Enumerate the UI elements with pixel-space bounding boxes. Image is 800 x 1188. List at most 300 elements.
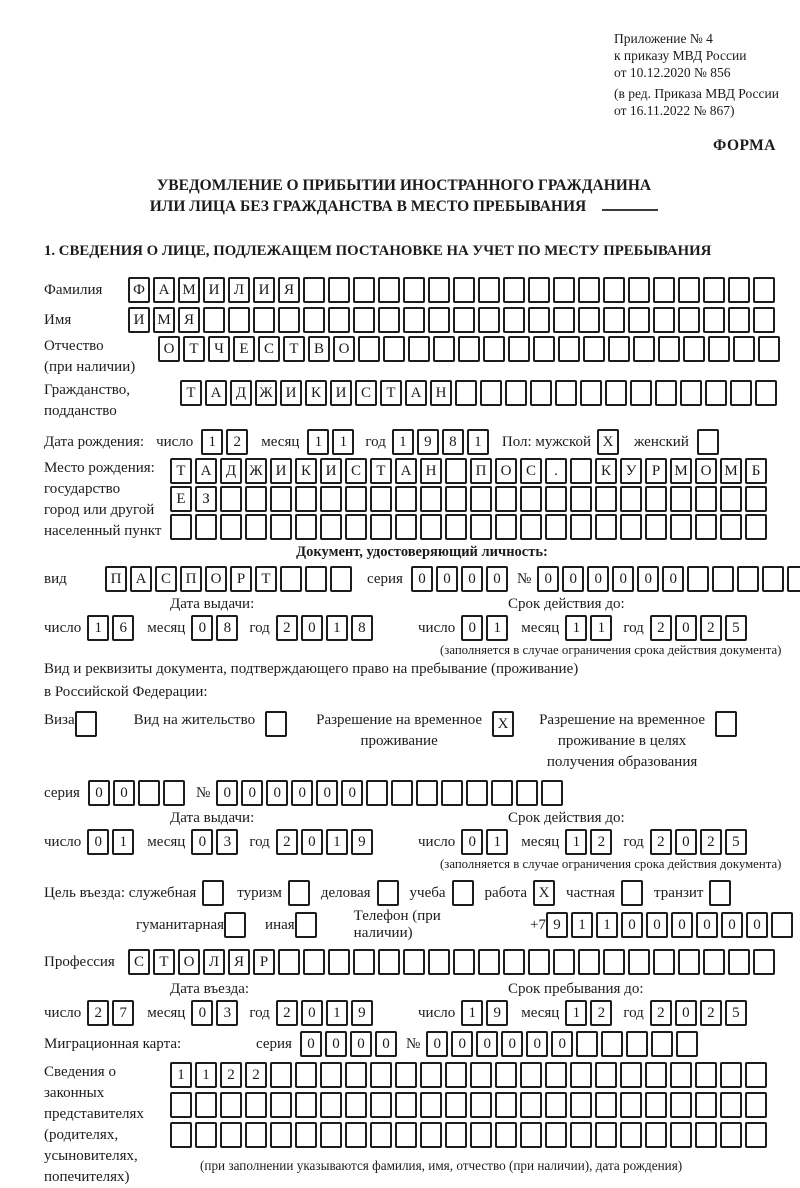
char-cell[interactable]: [428, 277, 450, 303]
char-cell[interactable]: [728, 277, 750, 303]
checkbox-cell[interactable]: [295, 912, 317, 938]
char-cell[interactable]: [683, 336, 705, 362]
char-cell[interactable]: 2: [700, 1000, 722, 1026]
char-cell[interactable]: 1: [307, 429, 329, 455]
char-cell[interactable]: [433, 336, 455, 362]
char-cell[interactable]: [403, 277, 425, 303]
char-cell[interactable]: [753, 277, 775, 303]
char-cell[interactable]: [628, 307, 650, 333]
char-cell[interactable]: [278, 307, 300, 333]
char-cell[interactable]: [762, 566, 784, 592]
char-cell[interactable]: 0: [675, 615, 697, 641]
char-cell[interactable]: 1: [87, 615, 109, 641]
char-cell[interactable]: М: [670, 458, 692, 484]
char-cell[interactable]: [676, 1031, 698, 1057]
char-cell[interactable]: 0: [675, 1000, 697, 1026]
char-cell[interactable]: [605, 380, 627, 406]
char-cell[interactable]: 1: [486, 615, 508, 641]
char-cell[interactable]: 1: [326, 615, 348, 641]
char-cell[interactable]: [170, 514, 192, 540]
char-cell[interactable]: 1: [461, 1000, 483, 1026]
checkbox-cell[interactable]: [288, 880, 310, 906]
char-cell[interactable]: [195, 1122, 217, 1148]
char-cell[interactable]: С: [355, 380, 377, 406]
char-cell[interactable]: 0: [301, 829, 323, 855]
char-cell[interactable]: [670, 514, 692, 540]
char-cell[interactable]: 0: [325, 1031, 347, 1057]
char-cell[interactable]: [570, 1122, 592, 1148]
char-cell[interactable]: [466, 780, 488, 806]
char-cell[interactable]: [645, 486, 667, 512]
char-cell[interactable]: [305, 566, 327, 592]
char-cell[interactable]: [445, 1122, 467, 1148]
char-cell[interactable]: 0: [537, 566, 559, 592]
char-cell[interactable]: П: [470, 458, 492, 484]
char-cell[interactable]: М: [178, 277, 200, 303]
char-cell[interactable]: [508, 336, 530, 362]
char-cell[interactable]: [420, 486, 442, 512]
char-cell[interactable]: 0: [316, 780, 338, 806]
char-cell[interactable]: [578, 277, 600, 303]
char-cell[interactable]: [395, 486, 417, 512]
char-cell[interactable]: О: [205, 566, 227, 592]
char-cell[interactable]: 1: [486, 829, 508, 855]
char-cell[interactable]: К: [295, 458, 317, 484]
char-cell[interactable]: [653, 307, 675, 333]
char-cell[interactable]: [678, 277, 700, 303]
char-cell[interactable]: 2: [590, 1000, 612, 1026]
char-cell[interactable]: [220, 514, 242, 540]
char-cell[interactable]: [378, 307, 400, 333]
char-cell[interactable]: 2: [700, 829, 722, 855]
char-cell[interactable]: [653, 277, 675, 303]
char-cell[interactable]: [320, 514, 342, 540]
char-cell[interactable]: [620, 1122, 642, 1148]
char-cell[interactable]: [687, 566, 709, 592]
char-cell[interactable]: [720, 486, 742, 512]
char-cell[interactable]: О: [158, 336, 180, 362]
char-cell[interactable]: [270, 1092, 292, 1118]
char-cell[interactable]: [545, 1092, 567, 1118]
char-cell[interactable]: А: [130, 566, 152, 592]
char-cell[interactable]: [295, 1092, 317, 1118]
char-cell[interactable]: Т: [180, 380, 202, 406]
char-cell[interactable]: [445, 486, 467, 512]
char-cell[interactable]: 0: [526, 1031, 548, 1057]
char-cell[interactable]: [570, 458, 592, 484]
char-cell[interactable]: [416, 780, 438, 806]
char-cell[interactable]: [495, 1122, 517, 1148]
char-cell[interactable]: [620, 514, 642, 540]
char-cell[interactable]: [378, 277, 400, 303]
char-cell[interactable]: [303, 307, 325, 333]
char-cell[interactable]: О: [695, 458, 717, 484]
char-cell[interactable]: 1: [467, 429, 489, 455]
char-cell[interactable]: [453, 277, 475, 303]
char-cell[interactable]: [503, 277, 525, 303]
char-cell[interactable]: Т: [170, 458, 192, 484]
char-cell[interactable]: [253, 307, 275, 333]
char-cell[interactable]: [680, 380, 702, 406]
char-cell[interactable]: 0: [612, 566, 634, 592]
char-cell[interactable]: [163, 780, 185, 806]
char-cell[interactable]: [626, 1031, 648, 1057]
char-cell[interactable]: 1: [565, 829, 587, 855]
char-cell[interactable]: [420, 514, 442, 540]
char-cell[interactable]: 0: [501, 1031, 523, 1057]
char-cell[interactable]: 1: [170, 1062, 192, 1088]
char-cell[interactable]: [195, 1092, 217, 1118]
char-cell[interactable]: 2: [226, 429, 248, 455]
char-cell[interactable]: [320, 1062, 342, 1088]
char-cell[interactable]: И: [128, 307, 150, 333]
char-cell[interactable]: [658, 336, 680, 362]
char-cell[interactable]: [428, 307, 450, 333]
char-cell[interactable]: [620, 486, 642, 512]
char-cell[interactable]: [603, 949, 625, 975]
char-cell[interactable]: [395, 1062, 417, 1088]
char-cell[interactable]: [583, 336, 605, 362]
char-cell[interactable]: [441, 780, 463, 806]
char-cell[interactable]: [353, 307, 375, 333]
char-cell[interactable]: 8: [351, 615, 373, 641]
char-cell[interactable]: [595, 1062, 617, 1088]
char-cell[interactable]: А: [195, 458, 217, 484]
char-cell[interactable]: [370, 514, 392, 540]
char-cell[interactable]: Л: [203, 949, 225, 975]
char-cell[interactable]: [330, 566, 352, 592]
char-cell[interactable]: 0: [266, 780, 288, 806]
char-cell[interactable]: А: [153, 277, 175, 303]
char-cell[interactable]: [378, 949, 400, 975]
char-cell[interactable]: [541, 780, 563, 806]
char-cell[interactable]: [328, 277, 350, 303]
char-cell[interactable]: Р: [645, 458, 667, 484]
char-cell[interactable]: И: [203, 277, 225, 303]
char-cell[interactable]: К: [595, 458, 617, 484]
char-cell[interactable]: [528, 949, 550, 975]
char-cell[interactable]: [720, 514, 742, 540]
char-cell[interactable]: [695, 1122, 717, 1148]
char-cell[interactable]: [570, 486, 592, 512]
char-cell[interactable]: [678, 949, 700, 975]
char-cell[interactable]: И: [330, 380, 352, 406]
char-cell[interactable]: [478, 277, 500, 303]
char-cell[interactable]: 0: [241, 780, 263, 806]
char-cell[interactable]: [670, 1122, 692, 1148]
char-cell[interactable]: Н: [420, 458, 442, 484]
char-cell[interactable]: [345, 1062, 367, 1088]
char-cell[interactable]: [553, 277, 575, 303]
char-cell[interactable]: 7: [112, 1000, 134, 1026]
char-cell[interactable]: О: [495, 458, 517, 484]
char-cell[interactable]: [470, 1092, 492, 1118]
char-cell[interactable]: 8: [442, 429, 464, 455]
char-cell[interactable]: 9: [486, 1000, 508, 1026]
char-cell[interactable]: 0: [291, 780, 313, 806]
checkbox-cell[interactable]: [697, 429, 719, 455]
char-cell[interactable]: 0: [411, 566, 433, 592]
checkbox-cell[interactable]: X: [597, 429, 619, 455]
char-cell[interactable]: [170, 1122, 192, 1148]
char-cell[interactable]: [470, 1062, 492, 1088]
char-cell[interactable]: 2: [87, 1000, 109, 1026]
char-cell[interactable]: 1: [201, 429, 223, 455]
char-cell[interactable]: [545, 514, 567, 540]
char-cell[interactable]: 1: [565, 615, 587, 641]
char-cell[interactable]: [445, 1062, 467, 1088]
char-cell[interactable]: Р: [253, 949, 275, 975]
char-cell[interactable]: [628, 949, 650, 975]
checkbox-cell[interactable]: [715, 711, 737, 737]
char-cell[interactable]: [353, 277, 375, 303]
char-cell[interactable]: [530, 380, 552, 406]
char-cell[interactable]: [280, 566, 302, 592]
char-cell[interactable]: [445, 1092, 467, 1118]
char-cell[interactable]: [408, 336, 430, 362]
char-cell[interactable]: Н: [430, 380, 452, 406]
char-cell[interactable]: [491, 780, 513, 806]
char-cell[interactable]: [633, 336, 655, 362]
char-cell[interactable]: Б: [745, 458, 767, 484]
char-cell[interactable]: О: [178, 949, 200, 975]
char-cell[interactable]: [270, 486, 292, 512]
char-cell[interactable]: [728, 949, 750, 975]
char-cell[interactable]: Ж: [245, 458, 267, 484]
char-cell[interactable]: Р: [230, 566, 252, 592]
char-cell[interactable]: 1: [195, 1062, 217, 1088]
char-cell[interactable]: [395, 1122, 417, 1148]
char-cell[interactable]: 0: [426, 1031, 448, 1057]
char-cell[interactable]: [620, 1062, 642, 1088]
char-cell[interactable]: [303, 277, 325, 303]
char-cell[interactable]: [745, 514, 767, 540]
char-cell[interactable]: .: [545, 458, 567, 484]
char-cell[interactable]: [495, 486, 517, 512]
char-cell[interactable]: 0: [375, 1031, 397, 1057]
char-cell[interactable]: [771, 912, 793, 938]
char-cell[interactable]: [753, 307, 775, 333]
char-cell[interactable]: [553, 307, 575, 333]
char-cell[interactable]: [320, 1122, 342, 1148]
char-cell[interactable]: [345, 1122, 367, 1148]
checkbox-cell[interactable]: [709, 880, 731, 906]
char-cell[interactable]: [695, 1062, 717, 1088]
char-cell[interactable]: 0: [216, 780, 238, 806]
char-cell[interactable]: 0: [191, 1000, 213, 1026]
char-cell[interactable]: [533, 336, 555, 362]
char-cell[interactable]: 1: [590, 615, 612, 641]
char-cell[interactable]: [655, 380, 677, 406]
checkbox-cell[interactable]: X: [492, 711, 514, 737]
char-cell[interactable]: [303, 949, 325, 975]
char-cell[interactable]: [705, 380, 727, 406]
char-cell[interactable]: [528, 277, 550, 303]
char-cell[interactable]: [455, 380, 477, 406]
char-cell[interactable]: [653, 949, 675, 975]
char-cell[interactable]: А: [405, 380, 427, 406]
char-cell[interactable]: [383, 336, 405, 362]
char-cell[interactable]: [595, 486, 617, 512]
char-cell[interactable]: [695, 514, 717, 540]
char-cell[interactable]: [320, 1092, 342, 1118]
char-cell[interactable]: 2: [276, 1000, 298, 1026]
char-cell[interactable]: Д: [230, 380, 252, 406]
char-cell[interactable]: [520, 514, 542, 540]
char-cell[interactable]: [391, 780, 413, 806]
char-cell[interactable]: Ч: [208, 336, 230, 362]
char-cell[interactable]: [678, 307, 700, 333]
char-cell[interactable]: В: [308, 336, 330, 362]
char-cell[interactable]: [703, 949, 725, 975]
char-cell[interactable]: Е: [170, 486, 192, 512]
char-cell[interactable]: С: [345, 458, 367, 484]
char-cell[interactable]: [703, 307, 725, 333]
checkbox-cell[interactable]: X: [533, 880, 555, 906]
char-cell[interactable]: [458, 336, 480, 362]
char-cell[interactable]: [228, 307, 250, 333]
char-cell[interactable]: [595, 1122, 617, 1148]
char-cell[interactable]: [328, 949, 350, 975]
char-cell[interactable]: [328, 307, 350, 333]
char-cell[interactable]: 0: [88, 780, 110, 806]
char-cell[interactable]: 0: [662, 566, 684, 592]
char-cell[interactable]: Ж: [255, 380, 277, 406]
char-cell[interactable]: [270, 1062, 292, 1088]
checkbox-cell[interactable]: [452, 880, 474, 906]
char-cell[interactable]: 0: [646, 912, 668, 938]
char-cell[interactable]: 6: [112, 615, 134, 641]
char-cell[interactable]: [545, 486, 567, 512]
char-cell[interactable]: И: [320, 458, 342, 484]
char-cell[interactable]: 1: [392, 429, 414, 455]
char-cell[interactable]: 9: [351, 1000, 373, 1026]
char-cell[interactable]: [651, 1031, 673, 1057]
char-cell[interactable]: [755, 380, 777, 406]
char-cell[interactable]: Е: [233, 336, 255, 362]
char-cell[interactable]: [453, 307, 475, 333]
char-cell[interactable]: 0: [87, 829, 109, 855]
checkbox-cell[interactable]: [224, 912, 246, 938]
char-cell[interactable]: [745, 1062, 767, 1088]
char-cell[interactable]: [555, 380, 577, 406]
char-cell[interactable]: Т: [153, 949, 175, 975]
char-cell[interactable]: [403, 949, 425, 975]
char-cell[interactable]: [695, 486, 717, 512]
char-cell[interactable]: [545, 1062, 567, 1088]
char-cell[interactable]: [695, 1092, 717, 1118]
char-cell[interactable]: 0: [341, 780, 363, 806]
char-cell[interactable]: [295, 514, 317, 540]
char-cell[interactable]: 2: [276, 615, 298, 641]
char-cell[interactable]: [645, 1122, 667, 1148]
char-cell[interactable]: [270, 1122, 292, 1148]
char-cell[interactable]: 9: [546, 912, 568, 938]
char-cell[interactable]: [595, 514, 617, 540]
char-cell[interactable]: [570, 1092, 592, 1118]
char-cell[interactable]: [630, 380, 652, 406]
char-cell[interactable]: [478, 949, 500, 975]
char-cell[interactable]: [270, 514, 292, 540]
char-cell[interactable]: [516, 780, 538, 806]
char-cell[interactable]: [470, 486, 492, 512]
char-cell[interactable]: С: [258, 336, 280, 362]
char-cell[interactable]: [453, 949, 475, 975]
char-cell[interactable]: С: [155, 566, 177, 592]
char-cell[interactable]: 3: [216, 829, 238, 855]
char-cell[interactable]: [558, 336, 580, 362]
char-cell[interactable]: [370, 1062, 392, 1088]
char-cell[interactable]: [445, 458, 467, 484]
char-cell[interactable]: [545, 1122, 567, 1148]
char-cell[interactable]: 0: [461, 829, 483, 855]
char-cell[interactable]: [366, 780, 388, 806]
char-cell[interactable]: 2: [650, 615, 672, 641]
char-cell[interactable]: [520, 486, 542, 512]
char-cell[interactable]: З: [195, 486, 217, 512]
char-cell[interactable]: И: [280, 380, 302, 406]
char-cell[interactable]: [483, 336, 505, 362]
char-cell[interactable]: Ф: [128, 277, 150, 303]
char-cell[interactable]: [245, 1122, 267, 1148]
char-cell[interactable]: [353, 949, 375, 975]
char-cell[interactable]: 1: [332, 429, 354, 455]
char-cell[interactable]: 0: [350, 1031, 372, 1057]
char-cell[interactable]: [570, 1062, 592, 1088]
char-cell[interactable]: 1: [596, 912, 618, 938]
char-cell[interactable]: [395, 1092, 417, 1118]
char-cell[interactable]: [480, 380, 502, 406]
char-cell[interactable]: [645, 1062, 667, 1088]
char-cell[interactable]: [445, 514, 467, 540]
char-cell[interactable]: [245, 1092, 267, 1118]
checkbox-cell[interactable]: [202, 880, 224, 906]
char-cell[interactable]: 0: [451, 1031, 473, 1057]
char-cell[interactable]: [645, 514, 667, 540]
char-cell[interactable]: 2: [245, 1062, 267, 1088]
char-cell[interactable]: 2: [650, 1000, 672, 1026]
char-cell[interactable]: [670, 1092, 692, 1118]
char-cell[interactable]: 0: [637, 566, 659, 592]
char-cell[interactable]: [220, 1122, 242, 1148]
char-cell[interactable]: 0: [671, 912, 693, 938]
char-cell[interactable]: 0: [191, 829, 213, 855]
char-cell[interactable]: Т: [380, 380, 402, 406]
char-cell[interactable]: [720, 1122, 742, 1148]
char-cell[interactable]: [345, 486, 367, 512]
char-cell[interactable]: 1: [571, 912, 593, 938]
char-cell[interactable]: Я: [228, 949, 250, 975]
char-cell[interactable]: 1: [326, 829, 348, 855]
char-cell[interactable]: [220, 1092, 242, 1118]
checkbox-cell[interactable]: [377, 880, 399, 906]
char-cell[interactable]: 9: [417, 429, 439, 455]
char-cell[interactable]: Я: [278, 277, 300, 303]
char-cell[interactable]: О: [333, 336, 355, 362]
char-cell[interactable]: [345, 1092, 367, 1118]
char-cell[interactable]: [645, 1092, 667, 1118]
char-cell[interactable]: 9: [351, 829, 373, 855]
char-cell[interactable]: [370, 1122, 392, 1148]
char-cell[interactable]: [730, 380, 752, 406]
char-cell[interactable]: [570, 514, 592, 540]
char-cell[interactable]: [753, 949, 775, 975]
char-cell[interactable]: И: [253, 277, 275, 303]
char-cell[interactable]: [420, 1092, 442, 1118]
char-cell[interactable]: 0: [721, 912, 743, 938]
char-cell[interactable]: [470, 1122, 492, 1148]
char-cell[interactable]: [245, 486, 267, 512]
